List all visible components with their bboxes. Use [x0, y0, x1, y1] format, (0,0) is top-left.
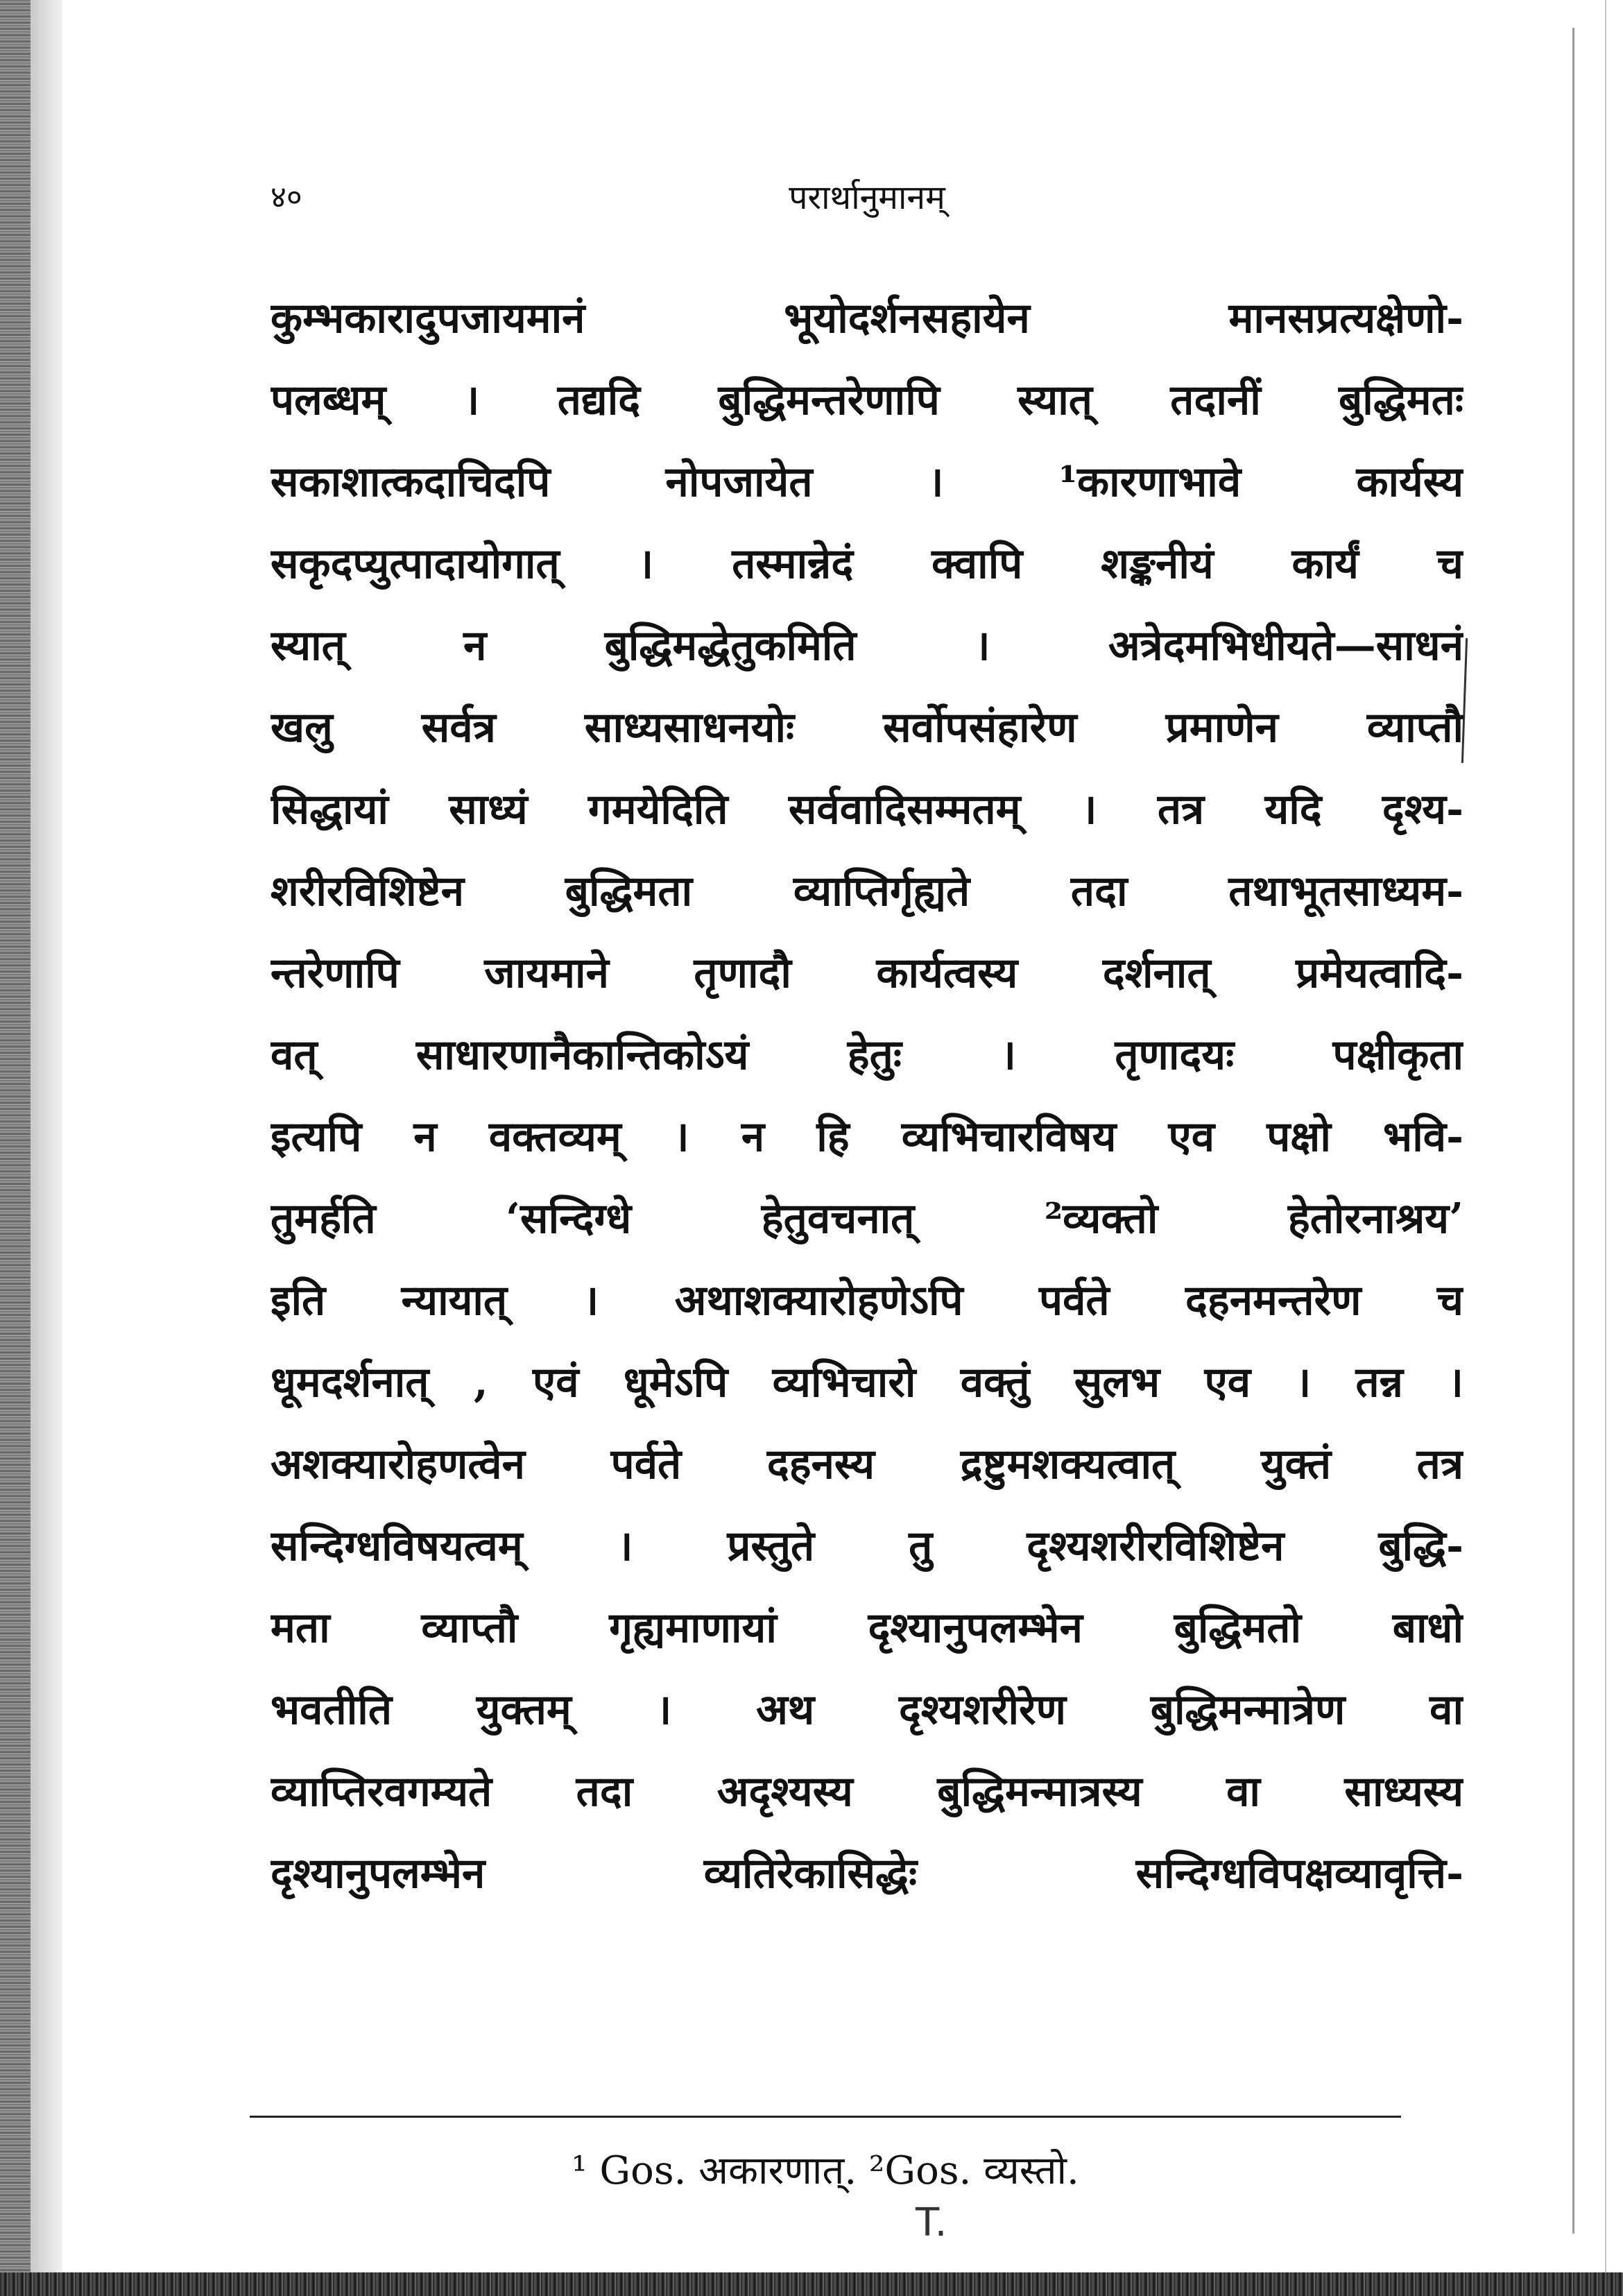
- page-header: [270, 166, 1463, 229]
- footnote: ¹ Gos. अकारणात्. ²Gos. व्यस्तो.: [572, 2148, 1079, 2193]
- text-line: कुम्भकारादुपजायमानं भूयोदर्शनसहायेन मानसप्रत्यक्षेणो-: [270, 294, 1463, 343]
- scan-edge-shadow: [31, 0, 62, 2296]
- text-line: इति न्यायात् । अथाशक्यारोहणेऽपि पर्वते दहनमन्तरेण च: [270, 1276, 1463, 1325]
- text-line: अशक्यारोहणत्वेन पर्वते दहनस्य द्रष्टुमशक्यत्वात् युक्तं तत्र: [270, 1440, 1463, 1489]
- text-line: सिद्धायां साध्यं गमयेदिति सर्ववादिसम्मतम् । तत्र यदि दृश्य-: [270, 785, 1463, 834]
- scan-edge-bottom: [0, 2272, 1623, 2296]
- running-title: परार्थानुमानम्: [789, 178, 945, 217]
- scan-edge-right: [1572, 28, 1574, 2234]
- text-line: धूमदर्शनात् , एवं धूमेऽपि व्यभिचारो वक्तुं सुलभ एव । तन्न ।: [270, 1358, 1463, 1407]
- text-line: पलब्धम् । तद्यदि बुद्धिमन्तरेणापि स्यात् तदानीं बुद्धिमतः: [270, 376, 1463, 425]
- body-text: [270, 277, 1463, 1914]
- scan-edge-left: [0, 0, 31, 2296]
- text-line: खलु सर्वत्र साध्यसाधनयोः सर्वोपसंहारेण प्रमाणेन व्याप्तौ: [270, 703, 1463, 752]
- text-line: व्याप्तिरवगम्यते तदा अदृश्यस्य बुद्धिमन्मात्रस्य वा साध्यस्य: [270, 1767, 1463, 1816]
- handwritten-annotation: T.: [916, 2200, 947, 2245]
- text-line: मता व्याप्तौ गृह्यमाणायां दृश्यानुपलम्भेन बुद्धिमतो बाधो: [270, 1604, 1463, 1652]
- scan-edge-right-outer: [1605, 0, 1606, 2296]
- text-line: स्यात् न बुद्धिमद्धेतुकमिति । अत्रेदमभिधीयते—साधनं: [270, 622, 1463, 670]
- text-line: तुमर्हति ‘सन्दिग्धे हेतुवचनात् ²व्यक्तो हेतोरनाश्रय’: [270, 1194, 1463, 1243]
- text-line: न्तरेणापि जायमाने तृणादौ कार्यत्वस्य दर्शनात् प्रमेयत्वादि-: [270, 949, 1463, 997]
- page-number: ४०: [270, 180, 302, 215]
- footnote-rule: [250, 2116, 1401, 2118]
- text-line: वत् साधारणानैकान्तिकोऽयं हेतुः । तृणादयः पक्षीकृता: [270, 1031, 1463, 1079]
- text-line: शरीरविशिष्टेन बुद्धिमता व्याप्तिर्गृह्यते तदा तथाभूतसाध्यम-: [270, 867, 1463, 916]
- text-line: इत्यपि न वक्तव्यम् । न हि व्यभिचारविषय एव पक्षो भवि-: [270, 1113, 1463, 1161]
- text-line: सन्दिग्धविषयत्वम् । प्रस्तुते तु दृश्यशरीरविशिष्टेन बुद्धि-: [270, 1522, 1463, 1570]
- text-line: भवतीति युक्तम् । अथ दृश्यशरीरेण बुद्धिमन्मात्रेण वा: [270, 1686, 1463, 1734]
- text-line: सकाशात्कदाचिदपि नोपजायेत । ¹कारणाभावे कार्यस्य: [270, 458, 1463, 506]
- text-line: सकृदप्युत्पादायोगात् । तस्मान्नेदं क्वापि शङ्कनीयं कार्यं च: [270, 540, 1463, 588]
- text-line: दृश्यानुपलम्भेन व्यतिरेकासिद्धेः सन्दिग्धविपक्षव्यावृत्ति-: [270, 1849, 1463, 1898]
